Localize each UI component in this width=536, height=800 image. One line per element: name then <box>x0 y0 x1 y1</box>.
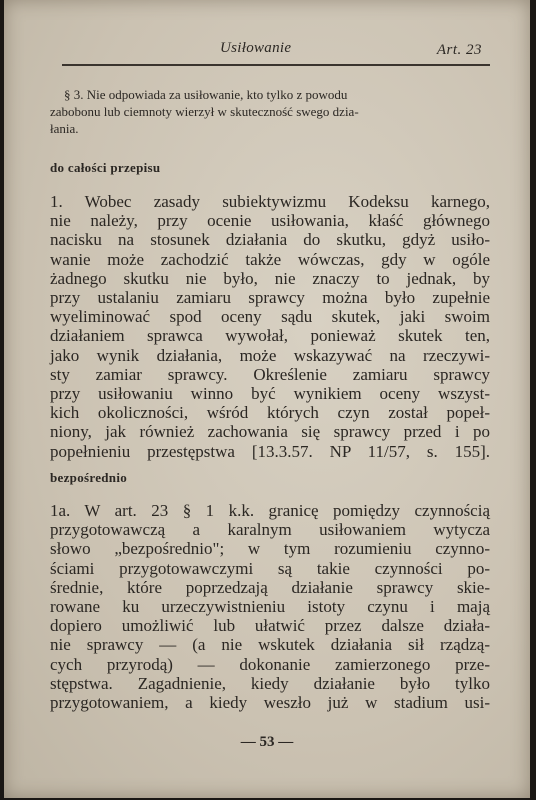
text-line: przy usiłowaniu winno być wynikiem oceny wszyst- <box>50 384 490 404</box>
text-line: przygotowawczą a karalnym usiłowaniem wytycza <box>50 520 490 540</box>
text-line: stępstwa. Zagadnienie, kiedy działanie było tylko <box>50 673 490 693</box>
text-line: rowane ku urzeczywistnieniu istoty czynu i mają <box>50 597 490 617</box>
text-line: działaniem sprawca wywołał, ponieważ skutek ten, <box>50 326 490 346</box>
text-line: § 3. Nie odpowiada za usiłowanie, kto tylko z powodu <box>64 87 348 102</box>
text-line: dopiero umożliwić lub ułatwić przez dalsze działa- <box>50 616 490 636</box>
text-line: niony, jak również zachowania się sprawcy przed i po <box>50 422 490 442</box>
running-header <box>64 40 492 64</box>
text-line: kich okoliczności, wśród których czyn został popeł- <box>50 403 490 423</box>
text-line: 1. Wobec zasady subiektywizmu Kodeksu karnego, <box>50 192 490 211</box>
paragraph-1a <box>50 501 490 712</box>
text-line: nacisku na stosunek działania do skutku, gdyż usiło- <box>50 230 490 250</box>
book-page <box>4 0 530 798</box>
text-line: słowo „bezpośrednio"; w tym rozumieniu czynno- <box>50 539 490 559</box>
text-line: średnie, które poprzedzają działanie sprawcy skie- <box>50 577 490 597</box>
header-rule <box>62 64 490 66</box>
text-line: cych przyrodą) — dokonanie zamierzonego prze- <box>50 654 490 674</box>
chapter-title: Usiłowanie <box>220 40 292 56</box>
text-line: sty zamiar sprawcy. Określenie zamiaru sprawcy <box>50 364 490 384</box>
paragraph-1 <box>50 192 490 461</box>
heading-whole-provision: do całości przepisu <box>50 160 161 175</box>
text-line: 1a. W art. 23 § 1 k.k. granicę pomiędzy czynnością <box>50 501 490 520</box>
text-line: nie należy, przy ocenie usiłowania, kłaść głównego <box>50 211 490 231</box>
text-line: przygotowaniem, a kiedy weszło już w stadium usi- <box>50 693 490 713</box>
text-line: przy ustalaniu zamiaru sprawcy można było zupełnie <box>50 288 490 308</box>
page-number: — 53 — <box>240 734 294 750</box>
text-line: popełnieniu przestępstwa [13.3.57. NP 11/57, s. 155]. <box>50 441 490 461</box>
text-line: nie sprawcy — (a nie wskutek działania sił rządzą- <box>50 635 490 655</box>
text-line: wanie może zachodzić także wówczas, gdy w ogóle <box>50 249 490 269</box>
text-line: żadnego skutku nie było, nie znaczy to jednak, by <box>50 268 490 288</box>
text-line: łania. <box>50 121 79 136</box>
text-line: ściami przygotowawczymi są takie czynności po- <box>50 558 490 578</box>
text-line: jako wynik działania, może wskazywać na rzeczywi- <box>50 345 490 365</box>
text-line: wyeliminować spod oceny sądu skutek, jaki swoim <box>50 307 490 327</box>
text-line: zabobonu lub ciemnoty wierzył w skuteczność swego dzia- <box>50 104 359 119</box>
section-3-text <box>50 86 490 137</box>
heading-directly: bezpośrednio <box>50 470 128 485</box>
article-label: Art. 23 <box>436 42 482 58</box>
